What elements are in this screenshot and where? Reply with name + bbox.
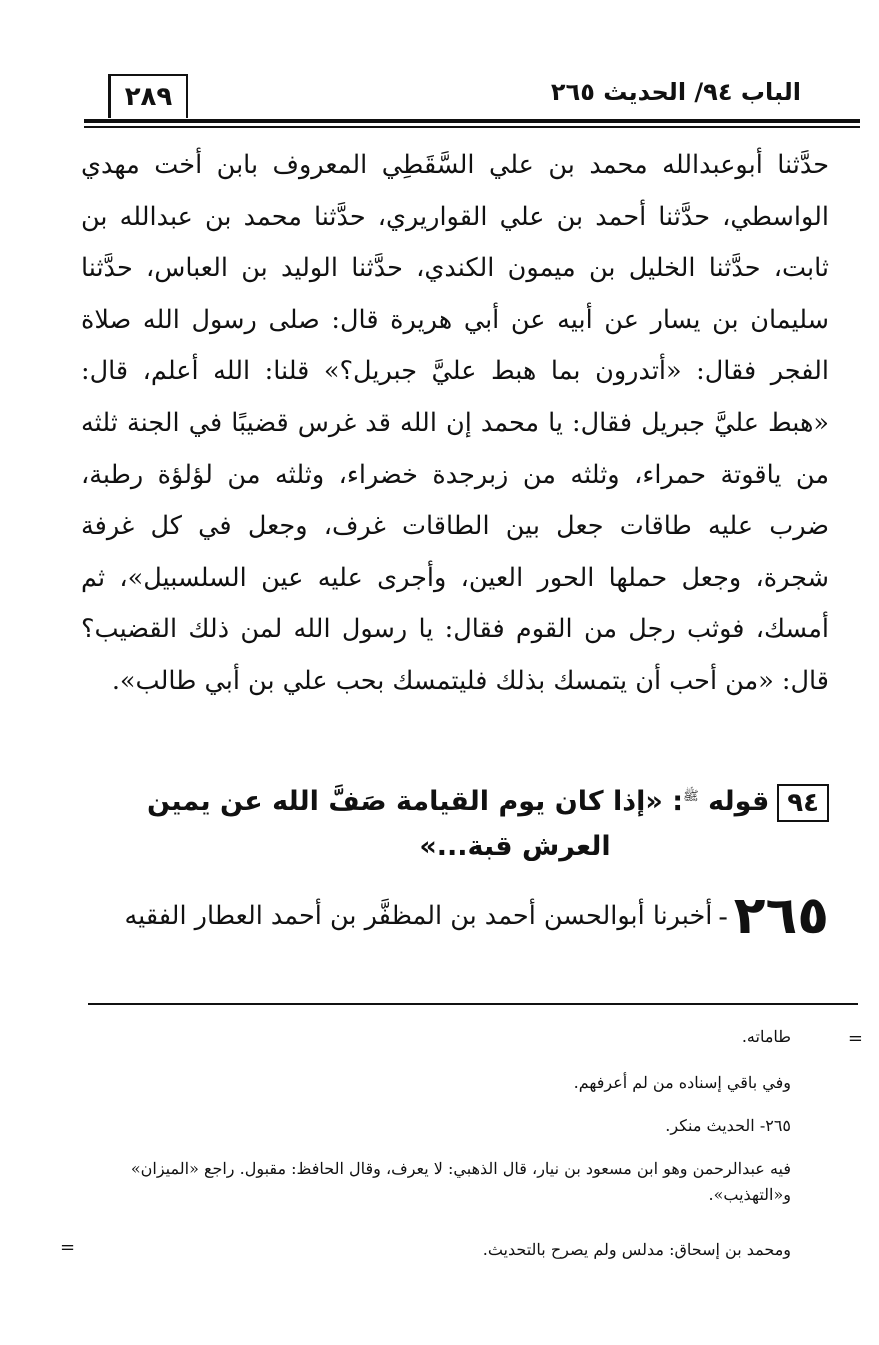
footnote-line: ومحمد بن إسحاق: مدلس ولم يصرح بالتحديث.	[482, 1240, 791, 1259]
page-number: ٢٨٩	[108, 74, 188, 118]
section-label: قوله	[708, 786, 770, 817]
hadith-dash: -	[718, 899, 728, 933]
footnote-separator	[88, 1003, 858, 1005]
header-rule-thin	[84, 126, 860, 128]
footnote-line: فيه عبدالرحمن وهو ابن مسعود بن نيار، قال الذهبي: لا يعرف، وقال الحافظ: مقبول. راجع «الميزان» و«التهذيب».	[130, 1159, 791, 1204]
salutation-glyph: ﷺ	[683, 789, 699, 804]
footnote-line: طاماته.	[741, 1027, 791, 1046]
section-title-line2: العرش قبة...»	[419, 831, 611, 862]
section-heading	[81, 774, 829, 869]
section-number-box: ٩٤	[777, 784, 829, 822]
header-rule-thick	[84, 119, 860, 123]
footnote-continuation-mark: =	[847, 1028, 863, 1049]
section-title-line1: : «إذا كان يوم القيامة صَفَّ الله عن يمين	[147, 786, 683, 817]
footnote-line: ٢٦٥- الحديث منكر.	[665, 1116, 791, 1135]
hadith-number: ٢٦٥	[733, 886, 829, 946]
footnote-line: وفي باقي إسناده من لم أعرفهم.	[573, 1073, 791, 1092]
hadith-chain-text: أخبرنا أبوالحسن أحمد بن المظفَّر بن أحمد العطار الفقيه	[124, 901, 713, 931]
hadith-start-line	[59, 886, 829, 946]
running-head: الباب ٩٤/ الحديث ٢٦٥	[550, 78, 801, 106]
footnote-end-mark: =	[60, 1237, 76, 1258]
hadith-body-paragraph: حدَّثنا أبوعبدالله محمد بن علي السَّقَطِي المعروف بابن أخت مهدي الواسطي، حدَّثنا أحمد بن علي القواريري، حدَّثنا محمد بن عبدالله بن ثابت، حدَّثنا الخليل بن ميمون الكندي، حدَّثنا الوليد بن العباس، حدَّثنا سليمان بن يسار عن أبيه عن أبي هريرة قال: صلى رسول الله صلاة الفجر فقال: «أتدرون بما هبط عليَّ جبريل؟» قلنا: الله أعلم، قال: «هبط عليَّ جبريل فقال: يا محمد إن الله قد غرس قضيبًا في الجنة ثلثه من ياقوتة حمراء، وثلثه من زبرجدة خضراء، وثلثه من لؤلؤة رطبة، ضرب عليه طاقات جعل بين الطاقات غرف، وجعل في كل غرفة شجرة، وجعل حملها الحور العين، وأجرى عليه عين السلسبيل»، ثم أمسك، فوثب رجل من القوم فقال: يا رسول الله لمن ذلك القضيب؟ قال: «من أحب أن يتمسك بذلك فليتمسك بحب علي بن أبي طالب».	[81, 150, 829, 696]
